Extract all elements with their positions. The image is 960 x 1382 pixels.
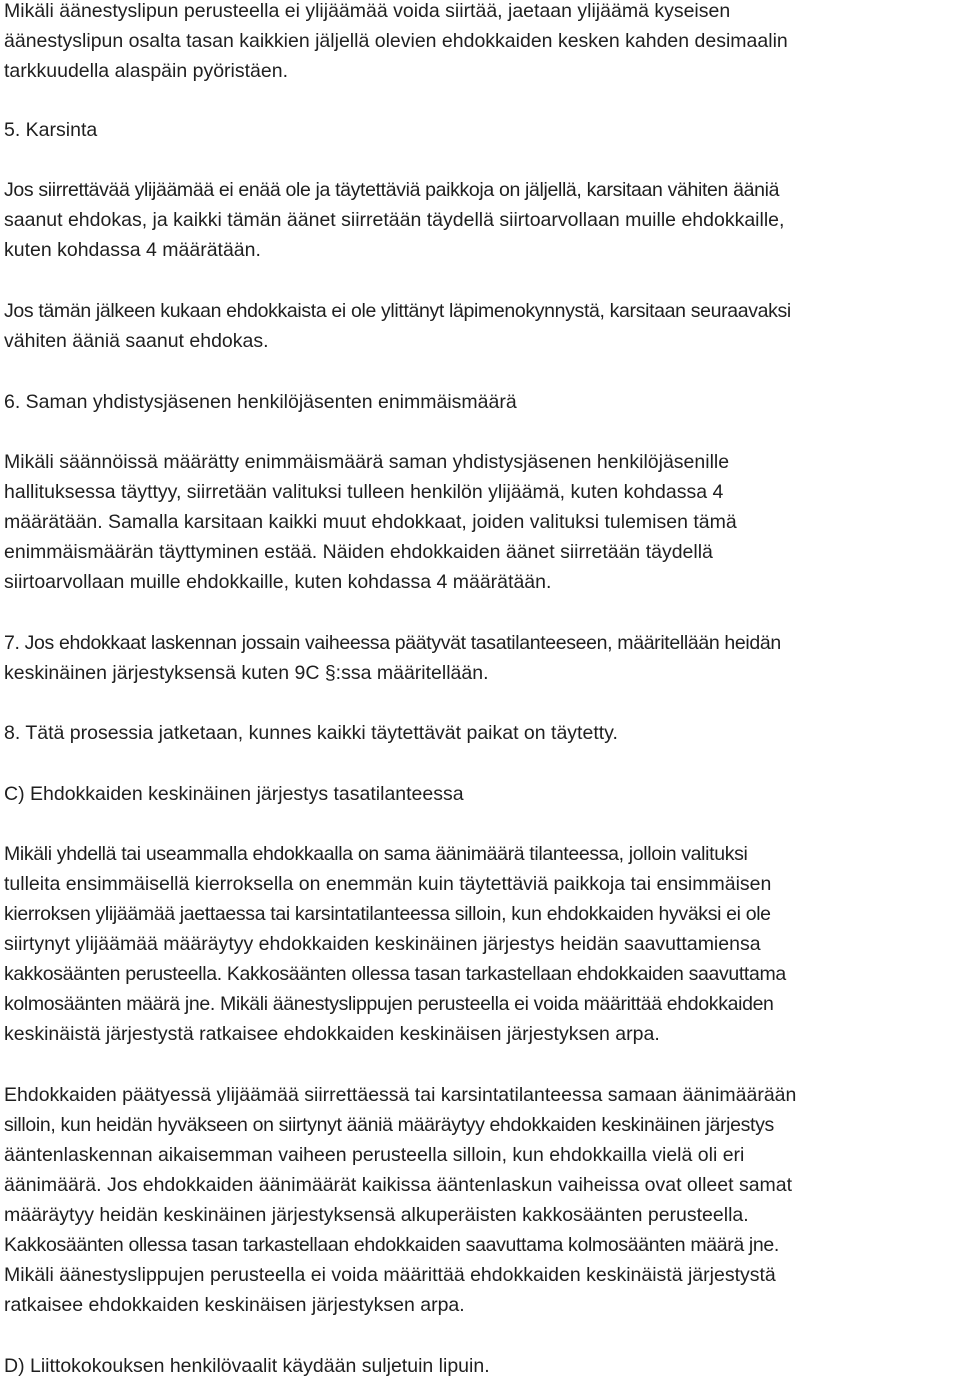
text-line: äänestyslipun osalta tasan kaikkien jäljellä olevien ehdokkaiden kesken kahden desimaalin xyxy=(4,30,788,52)
section-heading-d: D) Liittokokouksen henkilövaalit käydään suljetuin lipuin. xyxy=(4,1355,490,1377)
text-line: kakkosäänten perusteella. Kakkosäänten ollessa tasan tarkastellaan ehdokkaiden saavuttama xyxy=(4,963,786,985)
text-line: vähiten ääniä saanut ehdokas. xyxy=(4,330,269,352)
text-line: kuten kohdassa 4 määrätään. xyxy=(4,239,261,261)
text-line: Ehdokkaiden päätyessä ylijäämää siirrettäessä tai karsintatilanteessa samaan äänimäärään xyxy=(4,1084,797,1106)
text-line: määräytyy heidän keskinäinen järjestyksensä alkuperäisten kakkosäänten perusteella. xyxy=(4,1204,749,1226)
section-heading-5: 5. Karsinta xyxy=(4,119,98,141)
text-line: ratkaisee ehdokkaiden keskinäisen järjestyksen arpa. xyxy=(4,1294,465,1316)
text-line: äänimäärä. Jos ehdokkaiden äänimäärät kaikissa ääntenlaskun vaiheissa ovat olleet samat xyxy=(4,1174,793,1196)
text-line: kierroksen ylijäämää jaettaessa tai karsintatilanteessa silloin, kun ehdokkaiden hyväksi ei ole xyxy=(4,903,771,925)
text-line: Mikäli yhdellä tai useammalla ehdokkaalla on sama äänimäärä tilanteessa, jolloin valituksi xyxy=(4,843,748,865)
text-line: siirtoarvollaan muille ehdokkaille, kuten kohdassa 4 määrätään. xyxy=(4,571,552,593)
text-line: saanut ehdokas, ja kaikki tämän äänet siirretään täydellä siirtoarvollaan muille ehdokkaille, xyxy=(4,209,785,231)
text-line: keskinäinen järjestyksensä kuten 9C §:ssa määritellään. xyxy=(4,662,489,684)
text-line: Mikäli säännöissä määrätty enimmäismäärä saman yhdistysjäsenen henkilöjäsenille xyxy=(4,451,730,473)
text-line: määrätään. Samalla karsitaan kaikki muut ehdokkaat, joiden valituksi tulemisen tämä xyxy=(4,511,737,533)
text-line: Jos siirrettävää ylijäämää ei enää ole ja täytettäviä paikkoja on jäljellä, karsitaan vähiten ääniä xyxy=(4,179,780,201)
text-line: 7. Jos ehdokkaat laskennan jossain vaiheessa päätyvät tasatilanteeseen, määritellään heidän xyxy=(4,632,781,654)
text-line: tulleita ensimmäisellä kierroksella on enemmän kuin täytettäviä paikkoja tai ensimmäisen xyxy=(4,873,772,895)
text-line: Jos tämän jälkeen kukaan ehdokkaista ei ole ylittänyt läpimenokynnystä, karsitaan seuraavaksi xyxy=(4,300,791,322)
text-line: siirtynyt ylijäämää määräytyy ehdokkaiden keskinäinen järjestys heidän saavuttamiensa xyxy=(4,933,761,955)
text-line: silloin, kun heidän hyväkseen on siirtynyt ääniä määräytyy ehdokkaiden keskinäinen järjestys xyxy=(4,1114,774,1136)
section-heading-c: C) Ehdokkaiden keskinäinen järjestys tasatilanteessa xyxy=(4,783,464,805)
text-line: kolmosäänten määrä jne. Mikäli äänestyslippujen perusteella ei voida määrittää ehdokkaiden xyxy=(4,993,774,1015)
text-line: Kakkosäänten ollessa tasan tarkastellaan ehdokkaiden saavuttama kolmosäänten määrä jne. xyxy=(4,1234,779,1256)
section-heading-6: 6. Saman yhdistysjäsenen henkilöjäsenten enimmäismäärä xyxy=(4,391,517,413)
text-line: Mikäli äänestyslippujen perusteella ei voida määrittää ehdokkaiden keskinäistä järjestystä xyxy=(4,1264,776,1286)
text-line: enimmäismäärän täyttyminen estää. Näiden ehdokkaiden äänet siirretään täydellä xyxy=(4,541,713,563)
text-line: Mikäli äänestyslipun perusteella ei ylijäämää voida siirtää, jaetaan ylijäämä kyseisen xyxy=(4,0,731,22)
text-line: ääntenlaskennan aikaisemman vaiheen perusteella silloin, kun ehdokkailla vielä oli eri xyxy=(4,1144,745,1166)
text-line: keskinäistä järjestystä ratkaisee ehdokkaiden keskinäisen järjestyksen arpa. xyxy=(4,1023,660,1045)
text-line: hallituksessa täyttyy, siirretään valituksi tulleen henkilön ylijäämä, kuten kohdassa 4 xyxy=(4,481,724,503)
text-line: tarkkuudella alaspäin pyöristäen. xyxy=(4,60,289,82)
paragraph-8: 8. Tätä prosessia jatketaan, kunnes kaikki täytettävät paikat on täytetty. xyxy=(4,722,618,744)
